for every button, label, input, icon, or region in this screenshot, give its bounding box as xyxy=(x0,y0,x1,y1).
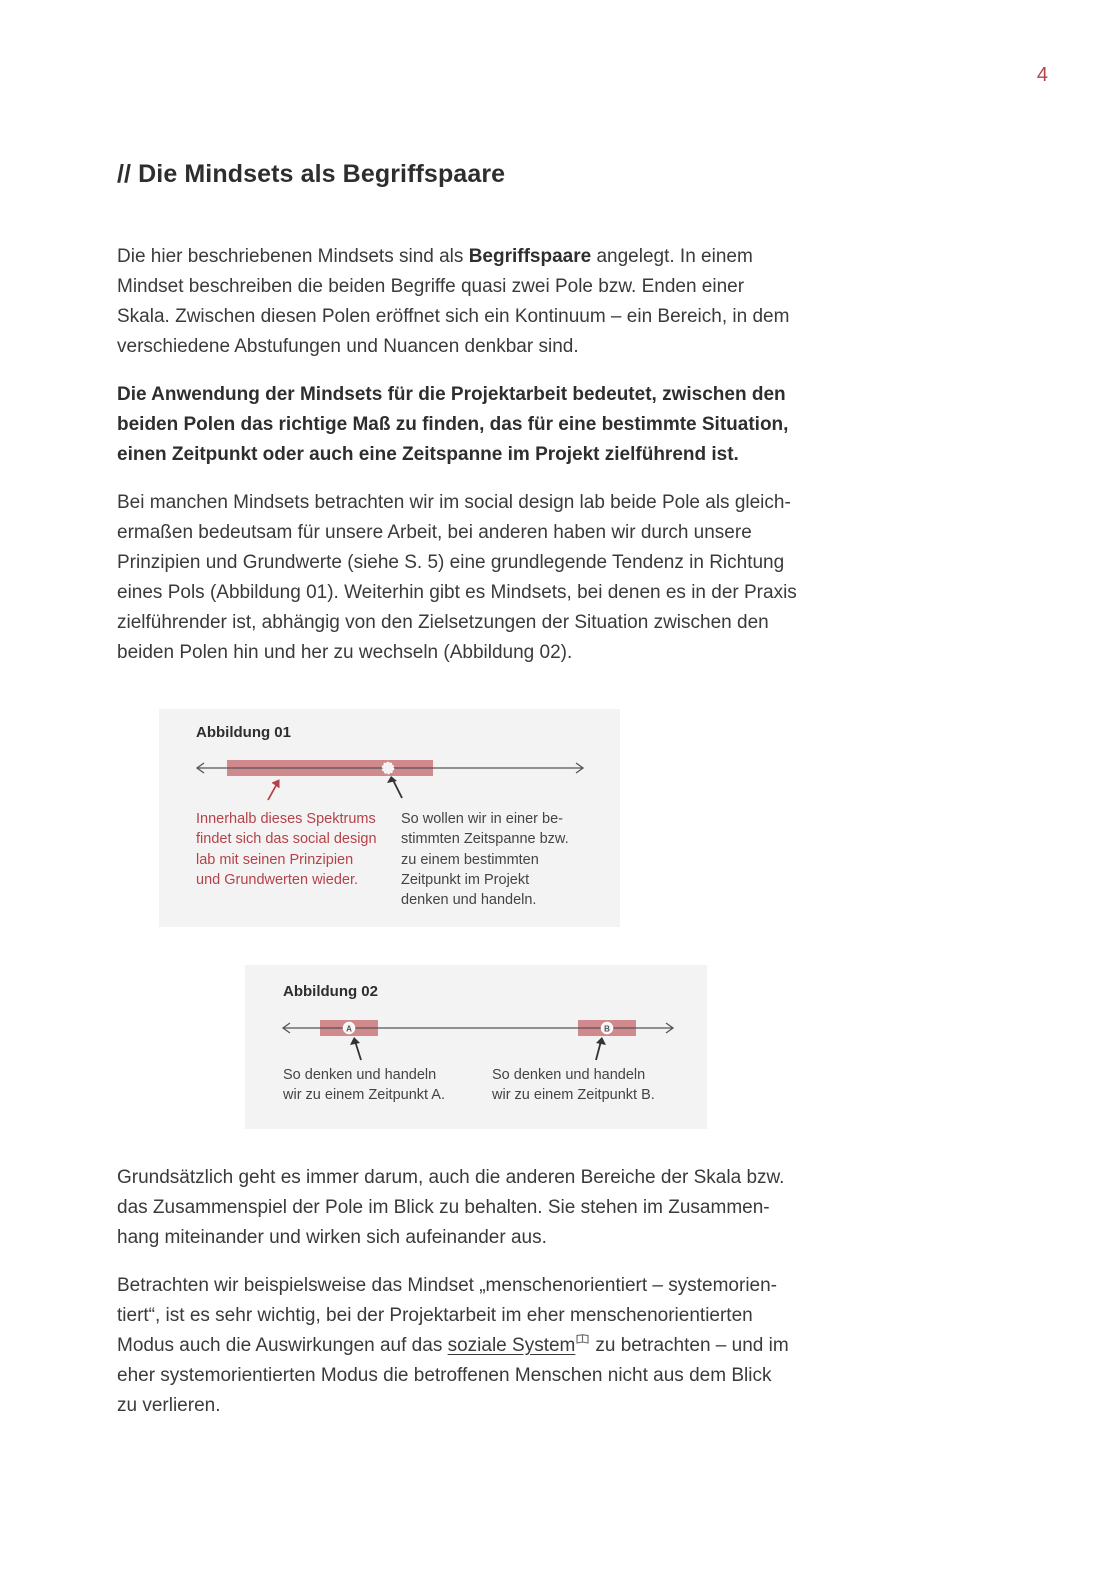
caption-line: wir zu einem Zeitpunkt A. xyxy=(283,1087,445,1104)
caption-line: findet sich das social design xyxy=(196,831,377,848)
marker-b-label: B xyxy=(604,1024,610,1034)
text-line: zu verlieren. xyxy=(117,1395,221,1416)
figure-02-caption-a xyxy=(283,1065,445,1106)
text-line: hang miteinander und wirken sich aufeinander aus. xyxy=(117,1227,547,1248)
intro-paragraph xyxy=(117,242,857,362)
position-marker xyxy=(383,763,394,774)
figure-02 xyxy=(245,965,707,1129)
text-line xyxy=(117,242,857,272)
figure-01-caption-timespan xyxy=(401,809,569,910)
text-line: eines Pols (Abbildung 01). Weiterhin gibt es Mindsets, bei denen es in der Praxis xyxy=(117,582,797,603)
figure-02-title: Abbildung 02 xyxy=(283,983,378,1000)
section-heading: // Die Mindsets als Begriffspaare xyxy=(117,160,506,188)
caption-line: Innerhalb dieses Spektrums xyxy=(196,811,376,827)
text-line: zielführender ist, abhängig von den Zielsetzungen der Situation zwischen den xyxy=(117,612,769,633)
text-line: Die Anwendung der Mindsets für die Projektarbeit bedeutet, zwischen den xyxy=(117,384,786,405)
example-paragraph xyxy=(117,1271,857,1421)
caption-line: stimmten Zeitspanne bzw. xyxy=(401,831,569,848)
text-line: Grundsätzlich geht es immer darum, auch die anderen Bereiche der Skala bzw. xyxy=(117,1167,785,1188)
book-icon[interactable] xyxy=(576,1334,589,1344)
caption-line: denken und handeln. xyxy=(401,892,537,909)
arrow-to-marker-a xyxy=(355,1041,361,1060)
term-begriffspaare: Begriffspaare xyxy=(468,246,592,267)
text-line: Mindset beschreiben die beiden Begriffe quasi zwei Pole bzw. Enden einer xyxy=(117,276,745,297)
text-line: ermaßen bedeutsam für unsere Arbeit, bei anderen haben wir durch unsere xyxy=(117,522,752,543)
text-run: Modus auch die Auswirkungen auf das xyxy=(117,1335,448,1356)
text-line: eher systemorientierten Modus die betroffenen Menschen nicht aus dem Blick xyxy=(117,1365,772,1386)
caption-line: So denken und handeln xyxy=(283,1067,437,1083)
context-paragraph xyxy=(117,1163,857,1253)
text-line: beiden Polen das richtige Maß zu finden, das für eine bestimmte Situation, xyxy=(117,414,789,435)
figure-02-caption-b xyxy=(492,1065,655,1106)
text-line: das Zusammenspiel der Pole im Blick zu behalten. Sie stehen im Zusammen- xyxy=(117,1197,770,1218)
caption-line: Zeitpunkt im Projekt xyxy=(401,871,530,888)
figure-01-title: Abbildung 01 xyxy=(196,724,291,741)
figure-01-caption-spectrum xyxy=(196,809,377,890)
text-run: zu betrachten – und im xyxy=(595,1335,789,1356)
text-line: tiert“, ist es sehr wichtig, bei der Projektarbeit im eher menschenorientierten xyxy=(117,1305,753,1326)
caption-line: zu einem bestimmten xyxy=(401,851,539,868)
caption-line: und Grundwerten wieder. xyxy=(196,871,359,888)
marker-a-label: A xyxy=(346,1024,352,1034)
text-run: angelegt. In einem xyxy=(591,246,753,267)
text-line: beiden Polen hin und her zu wechseln (Abbildung 02). xyxy=(117,642,573,663)
text-line: verschiedene Abstufungen und Nuancen denkbar sind. xyxy=(117,336,579,357)
glossary-link-soziale-system[interactable]: soziale System xyxy=(447,1335,576,1356)
text-line: Prinzipien und Grundwerte (siehe S. 5) eine grundlegende Tendenz in Richtung xyxy=(117,552,785,573)
caption-line: lab mit seinen Prinzipien xyxy=(196,851,354,868)
explanation-paragraph xyxy=(117,488,857,668)
arrow-to-marker-b-head xyxy=(596,1037,606,1045)
caption-line: wir zu einem Zeitpunkt B. xyxy=(492,1087,655,1104)
arrow-to-marker-a-head xyxy=(350,1037,360,1045)
text-line: Bei manchen Mindsets betrachten wir im social design lab beide Pole als gleich- xyxy=(117,492,791,513)
page-number: 4 xyxy=(1036,64,1048,86)
text-line: einen Zeitpunkt oder auch eine Zeitspanne im Projekt zielführend ist. xyxy=(117,444,739,465)
key-statement-paragraph xyxy=(117,380,857,470)
caption-line: So wollen wir in einer be- xyxy=(401,811,563,827)
text-line: Skala. Zwischen diesen Polen eröffnet sich ein Kontinuum – ein Bereich, in dem xyxy=(117,306,790,327)
text-run: Die hier beschriebenen Mindsets sind als xyxy=(117,246,469,267)
figure-01 xyxy=(159,709,620,927)
text-line: Betrachten wir beispielsweise das Mindset „menschenorientiert – systemorien- xyxy=(117,1275,778,1296)
arrow-to-marker-head xyxy=(387,776,397,783)
text-line xyxy=(117,1331,857,1361)
caption-line: So denken und handeln xyxy=(492,1067,646,1083)
